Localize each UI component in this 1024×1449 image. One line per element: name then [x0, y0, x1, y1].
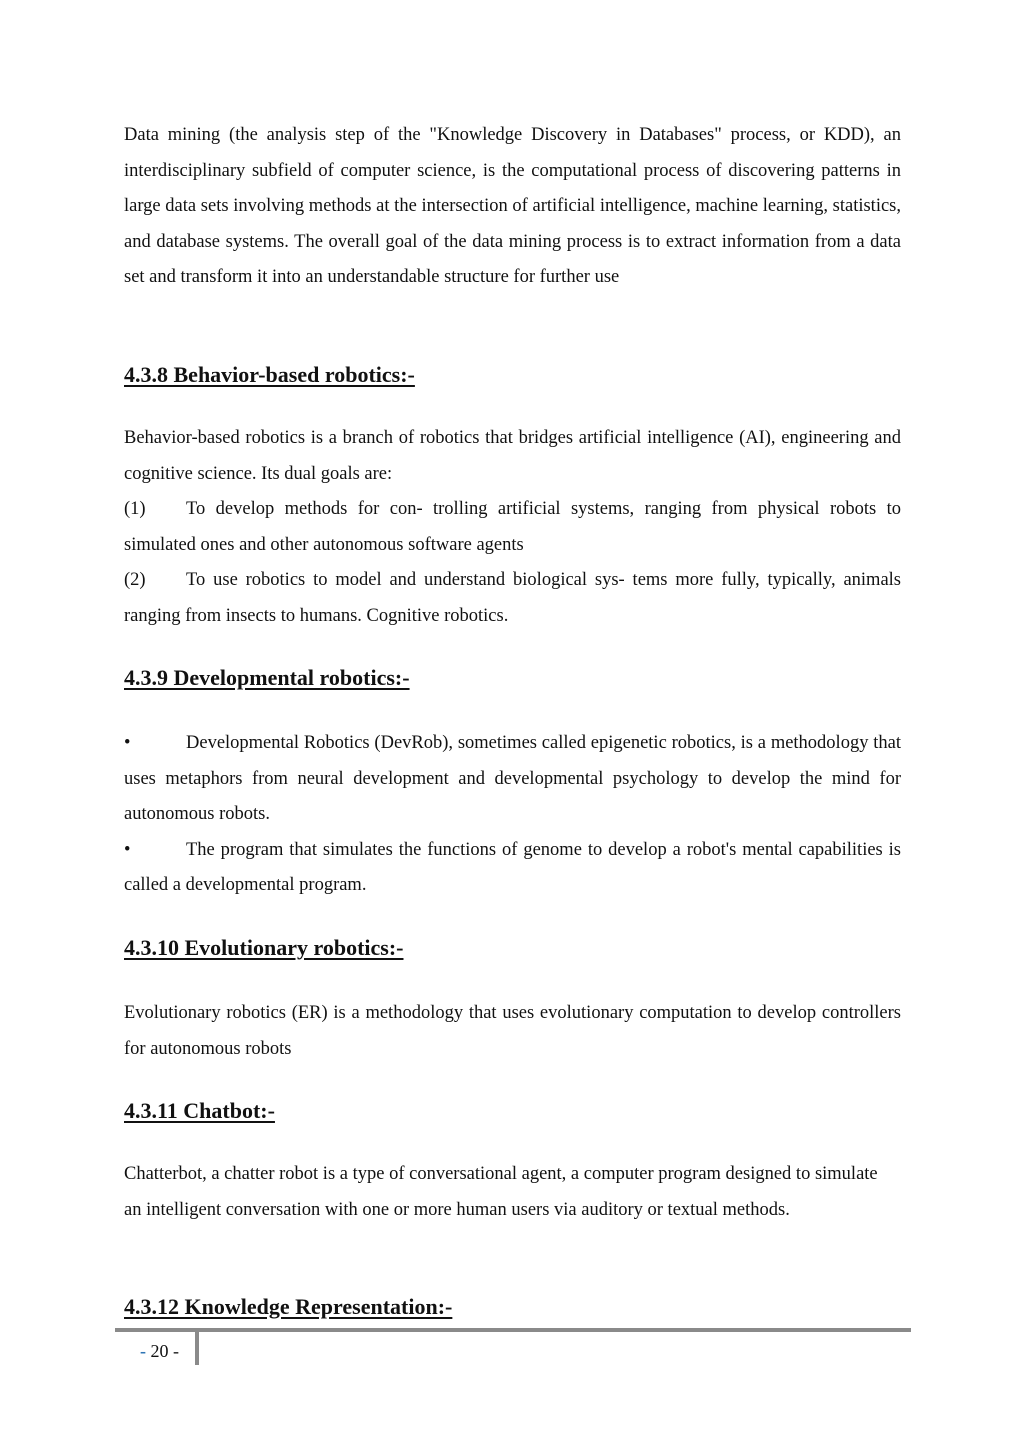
evolutionary-section: [124, 996, 901, 1067]
numbered-item-text: To use robotics to model and understand biological sys- tems more fully, typically, animals ranging from insects to humans. Cognitive robotics.: [124, 570, 901, 626]
heading-evolutionary-robotics: 4.3.10 Evolutionary robotics:-: [124, 935, 404, 960]
heading-behavior-based-robotics: 4.3.8 Behavior-based robotics:-: [124, 362, 415, 387]
evolutionary-paragraph: Evolutionary robotics (ER) is a methodology that uses evolutionary computation to develop controllers for autonomous robots: [124, 1003, 901, 1059]
bullet-icon: •: [124, 839, 131, 860]
bullet-item-text: Developmental Robotics (DevRob), sometimes called epigenetic robotics, is a methodology that uses metaphors from neural development and developmental psychology to develop the mind for autonomous robots.: [124, 733, 901, 825]
heading-chatbot: 4.3.11 Chatbot:-: [124, 1098, 275, 1123]
heading-knowledge-representation: 4.3.12 Knowledge Representation:-: [124, 1294, 453, 1319]
bullet-item-2: [124, 833, 901, 904]
numbered-item-1: [124, 492, 901, 563]
numbered-item-marker: (1): [124, 499, 146, 520]
footer-divider: [115, 1328, 911, 1332]
page-number: [140, 1338, 179, 1364]
intro-section: [124, 118, 901, 296]
bullet-item-1: [124, 726, 901, 833]
behavior-based-paragraph: Behavior-based robotics is a branch of robotics that bridges artificial intelligence (AI), engineering and cognitive science. Its dual goals are:: [124, 428, 901, 484]
bullet-item-text: The program that simulates the functions of genome to develop a robot's mental capabilities is called a developmental program.: [124, 839, 901, 896]
numbered-item-2: [124, 563, 901, 634]
page-number-text: 20 -: [150, 1341, 179, 1361]
chatbot-section: [124, 1157, 901, 1228]
bullet-icon: •: [124, 733, 131, 753]
developmental-section: [124, 726, 901, 904]
page-number-dash: -: [140, 1341, 146, 1361]
behavior-based-section: [124, 421, 901, 635]
numbered-item-marker: (2): [124, 570, 146, 591]
chatbot-paragraph: Chatterbot, a chatter robot is a type of conversational agent, a computer program designed to simulate an intelligent conversation with one or more human users via auditory or textual methods.: [124, 1164, 878, 1220]
intro-paragraph: Data mining (the analysis step of the "Knowledge Discovery in Databases" process, or KDD), an interdisciplinary subfield of computer science, is the computational process of discovering patterns in large data sets involving methods at the intersection of artificial intelligence, machine learning, statistics, and database systems. The overall goal of the data mining process is to extract information from a data set and transform it into an understandable structure for further use: [124, 125, 901, 288]
heading-developmental-robotics: 4.3.9 Developmental robotics:-: [124, 665, 410, 690]
numbered-item-text: To develop methods for con- trolling artificial systems, ranging from physical robots to simulated ones and other autonomous software agents: [124, 499, 901, 555]
footer-vertical-bar: [195, 1331, 199, 1365]
